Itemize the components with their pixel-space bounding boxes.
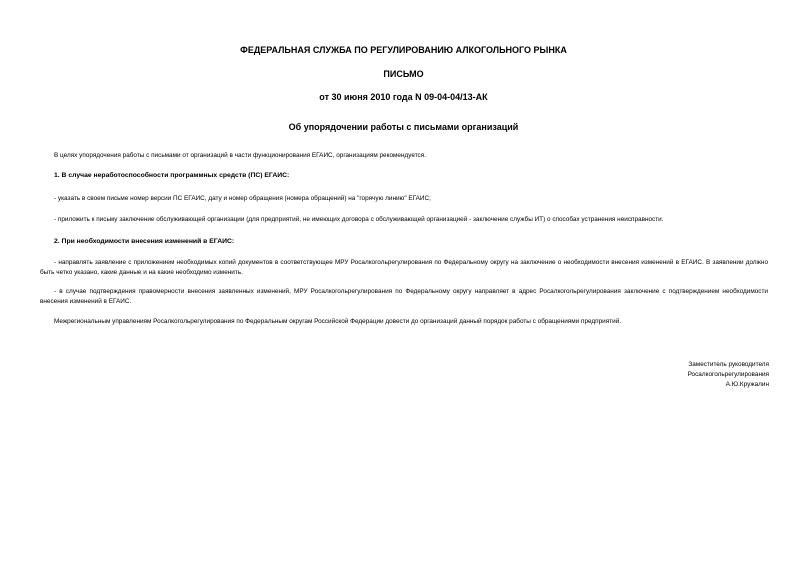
- signature-agency: Росалкогольрегулирования: [687, 371, 769, 378]
- organization-title: ФЕДЕРАЛЬНАЯ СЛУЖБА ПО РЕГУЛИРОВАНИЮ АЛКОГОЛЬНОГО РЫНКА: [240, 45, 567, 55]
- section1-title: 1. В случае неработоспособности программных средств (ПС) ЕГАИС:: [54, 172, 290, 179]
- section2-item1: - направлять заявление с приложением необходимых копий документов в соответствующее МРУ Росалкогольрегулирования по Федеральному округу на заключение о необходимости внесения изменений в ЕГАИС. В заявлении должно быть четко указано, какие данные и на какие необходимо изменить.: [40, 259, 768, 276]
- section1-item2: - приложить к письму заключение обслуживающей организации (для предприятий, не имеющих договора с обслуживающей организацией - заключение службы ИТ) о способах устранения неисправности.: [54, 216, 664, 223]
- document-date-number: от 30 июня 2010 года N 09-04-04/13-АК: [319, 92, 488, 102]
- signature-block: [688, 360, 769, 390]
- section2-title: 2. При необходимости внесения изменений в ЕГАИС:: [54, 238, 235, 245]
- intro-paragraph: В целях упорядочения работы с письмами от организаций в части функционирования ЕГАИС, организациям рекомендуется.: [54, 152, 426, 159]
- document-type: ПИСЬМО: [383, 69, 424, 79]
- document-subject: Об упорядочении работы с письмами организаций: [288, 122, 519, 132]
- section2-item2: - в случае подтверждения правомерности внесения заявленных изменений, МРУ Росалкогольрегулирования по Федеральному округу направляет в адрес Росалкогольрегулирования заключение с подтверждением необходимости внесения изменений в ЕГАИС.: [40, 288, 768, 305]
- signature-position: Заместитель руководителя: [688, 361, 769, 368]
- signature-name: А.Ю.Кружалин: [725, 381, 769, 388]
- closing-paragraph: Межрегиональным управлениям Росалкогольрегулирования по Федеральным округам Российской Федерации довести до организаций данный порядок работы с обращениями предприятий.: [54, 318, 622, 325]
- section1-item1: - указать в своем письме номер версии ПС ЕГАИС, дату и номер обращения (номера обращений) на "горячую линию" ЕГАИС;: [54, 195, 431, 202]
